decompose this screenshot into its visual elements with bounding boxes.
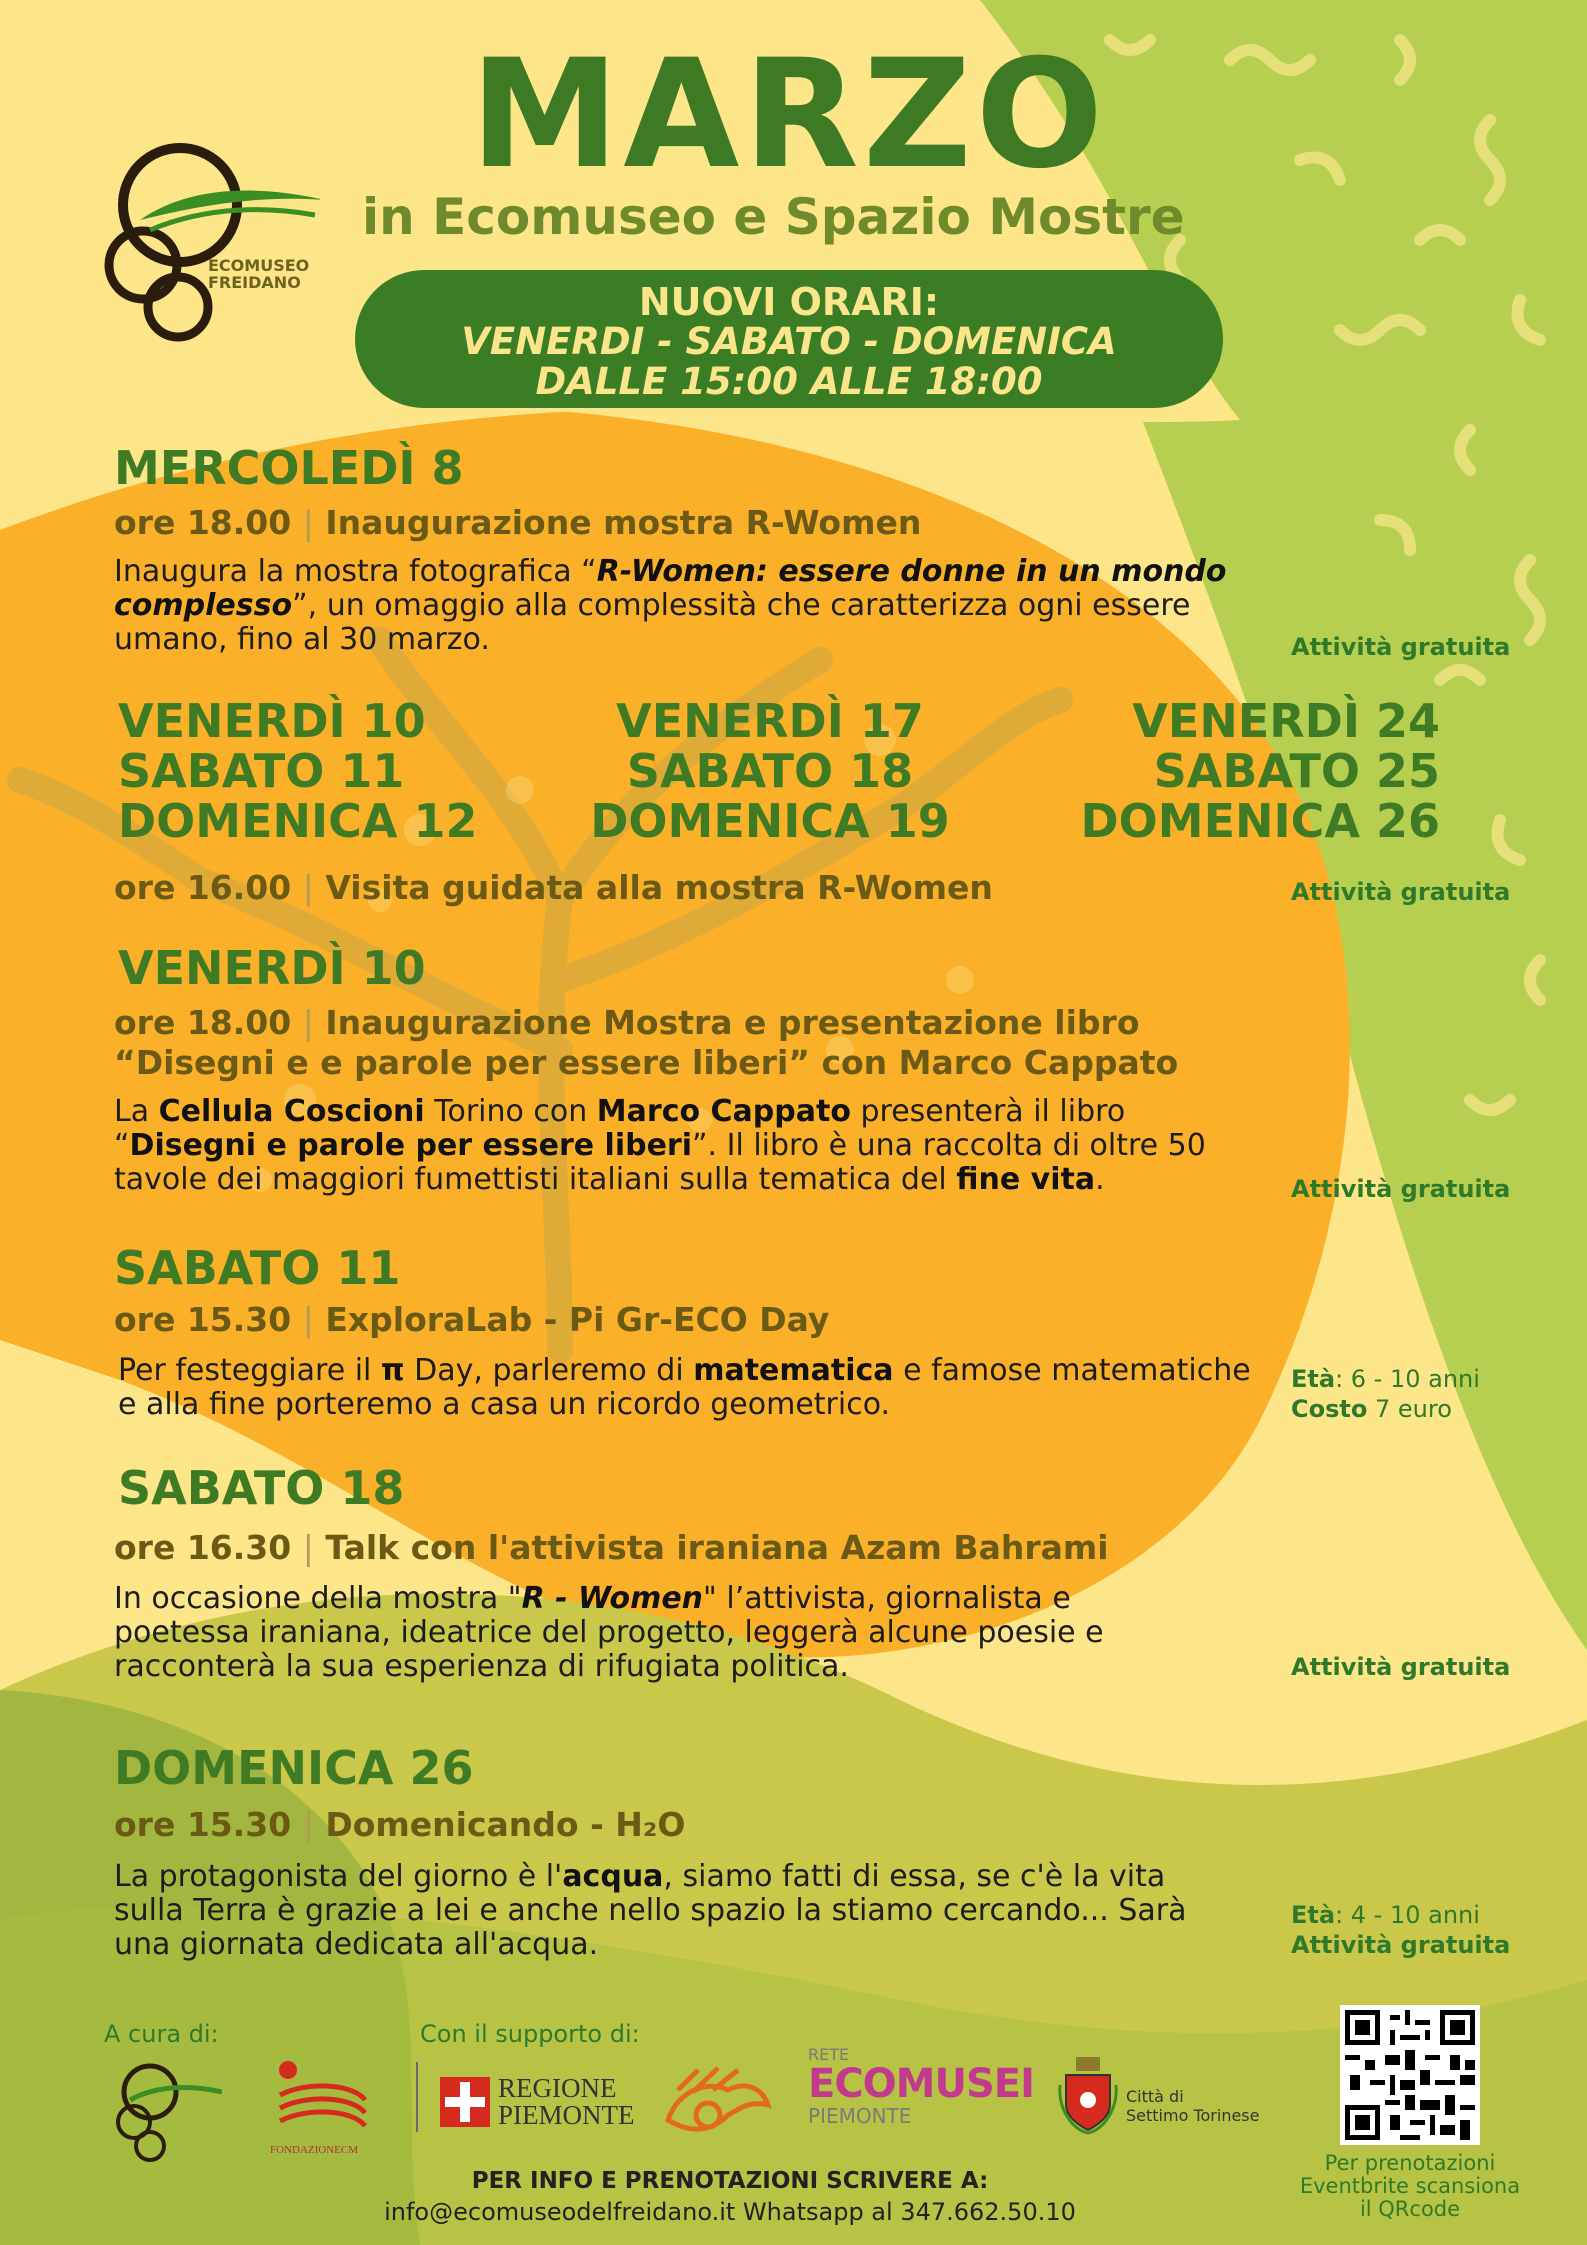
event4-heading xyxy=(114,1300,829,1339)
event1-title: Inaugurazione mostra R-Women xyxy=(325,503,922,542)
supported-by-label: Con il supporto di: xyxy=(420,2020,640,2048)
hours-banner xyxy=(355,270,1223,408)
regione-text xyxy=(498,2075,635,2129)
separator: | xyxy=(302,503,314,542)
visit-date: DOMENICA 12 xyxy=(118,794,478,848)
visits-heading xyxy=(114,868,993,907)
visits-column-2 xyxy=(580,696,960,846)
event4-date: SABATO 11 xyxy=(114,1241,401,1295)
contact-info xyxy=(300,2168,1160,2226)
event5-free-note: Attività gratuita xyxy=(1291,1653,1511,1681)
event6-d2: acqua xyxy=(562,1859,664,1894)
separator: | xyxy=(302,868,314,907)
qr-code-icon xyxy=(1340,2005,1480,2145)
qr-line3: il QRcode xyxy=(1359,2197,1461,2221)
event4-d1: Per festeggiare il xyxy=(118,1353,381,1388)
page-title: MARZO xyxy=(470,28,1108,202)
fondazione-icon xyxy=(270,2060,380,2140)
event6-heading xyxy=(114,1805,685,1844)
hand-icon xyxy=(658,2060,778,2150)
event5-d2: R - Women xyxy=(521,1581,704,1616)
curated-by-label: A cura di: xyxy=(104,2020,219,2048)
rete-text: RETE xyxy=(808,2045,850,2064)
hand-logo xyxy=(658,2060,778,2150)
rete-ecomusei-logo xyxy=(808,2045,1034,2135)
hours-line3: DALLE 15:00 ALLE 18:00 xyxy=(535,360,1043,403)
event5-d1: In occasione della mostra " xyxy=(114,1581,522,1616)
fondazione-logo xyxy=(270,2060,380,2165)
event3-d7: ”. Il libro è una raccolta di oltre 50 tavole dei maggiori fumettisti italiani sulla tematica del xyxy=(114,1128,1206,1197)
rete-piemonte-text: PIEMONTE xyxy=(808,2104,912,2128)
ecomuseo-logo xyxy=(100,135,320,345)
event3-title1: Inaugurazione Mostra e presentazione libro xyxy=(325,1003,1140,1042)
visit-date: SABATO 18 xyxy=(626,744,914,798)
event3-description xyxy=(114,1095,1234,1197)
separator: | xyxy=(302,1300,314,1339)
ecomuseo-small-logo-icon xyxy=(112,2060,222,2165)
event1-date: MERCOLEDÌ 8 xyxy=(114,441,464,495)
event6-title: Domenicando - H₂O xyxy=(325,1805,686,1844)
event1-description xyxy=(114,555,1294,657)
event4-time: ore 15.30 xyxy=(114,1300,292,1339)
event4-age-value: : 6 - 10 anni xyxy=(1335,1365,1480,1393)
event5-title: Talk con l'attivista iraniana Azam Bahrami xyxy=(325,1528,1109,1567)
event1-desc-b: R-Women: essere donne in un mondo complesso xyxy=(114,554,1227,623)
event3-date: VENERDÌ 10 xyxy=(118,941,426,995)
settimo-logo xyxy=(1058,2055,1268,2145)
event1-desc-c: ”, un omaggio alla complessità che caratterizza ogni essere umano, fino al 30 marzo. xyxy=(114,588,1191,657)
visits-free-note: Attività gratuita xyxy=(1291,878,1511,906)
visit-date: VENERDÌ 24 xyxy=(1132,694,1440,748)
event1-heading xyxy=(114,503,921,542)
ecomuseo-footer-logo xyxy=(112,2060,222,2165)
event1-desc-a: Inaugura la mostra fotografica “ xyxy=(114,554,597,589)
visit-date: SABATO 11 xyxy=(118,744,405,798)
fondazione-text: FONDAZIONECM xyxy=(270,2144,358,2156)
hours-line2: VENERDI - SABATO - DOMENICA xyxy=(461,320,1117,363)
logo-line2: FREIDANO xyxy=(208,273,301,292)
event5-date: SABATO 18 xyxy=(118,1461,405,1515)
info-contact[interactable]: info@ecomuseodelfreidano.it Whatsapp al 347.662.50.10 xyxy=(384,2198,1076,2226)
event4-d4: matematica xyxy=(693,1353,894,1388)
event3-d1: La xyxy=(114,1094,159,1129)
event6-d3: , siamo fatti di essa, se c'è la vita sulla Terra è grazie a lei e anche nello spazio la stiamo cercando... Sarà una giornata dedicata all'acqua. xyxy=(114,1859,1187,1962)
event4-cost-label: Costo xyxy=(1291,1395,1368,1423)
event3-title2: “Disegni e e parole per essere liberi” con Marco Cappato xyxy=(114,1043,1179,1082)
info-title: PER INFO E PRENOTAZIONI SCRIVERE A: xyxy=(471,2168,989,2194)
event1-time: ore 18.00 xyxy=(114,503,292,542)
citta-line1: Città di xyxy=(1126,2087,1184,2106)
citta-text xyxy=(1126,2087,1259,2125)
event6-description xyxy=(114,1860,1194,1962)
event6-d1: La protagonista del giorno è l' xyxy=(114,1859,563,1894)
qr-line1: Per prenotazioni xyxy=(1324,2151,1496,2175)
event4-d3: Day, parleremo di xyxy=(404,1353,694,1388)
visit-date: DOMENICA 19 xyxy=(590,794,950,848)
regione-line1: REGIONE xyxy=(498,2073,617,2103)
page-subtitle: in Ecomuseo e Spazio Mostre xyxy=(362,188,1185,246)
event4-info xyxy=(1291,1364,1480,1424)
ecomuseo-logo-icon xyxy=(100,135,320,345)
event5-heading xyxy=(114,1528,1109,1567)
event3-d6: Disegni e parole per essere liberi xyxy=(129,1128,693,1163)
regione-line2: PIEMONTE xyxy=(498,2100,635,2130)
visit-date: DOMENICA 26 xyxy=(1080,794,1440,848)
event4-title: ExploraLab - Pi Gr-ECO Day xyxy=(325,1300,830,1339)
event4-cost-value: 7 euro xyxy=(1367,1395,1452,1423)
event3-d3: Torino con xyxy=(424,1094,597,1129)
visit-date: SABATO 25 xyxy=(1153,744,1440,798)
divider xyxy=(416,2062,418,2132)
regione-shield-icon xyxy=(440,2077,490,2127)
logo-line1: ECOMUSEO xyxy=(208,256,310,275)
qr-code[interactable] xyxy=(1340,2005,1480,2145)
ecomusei-text: ECOMUSEI xyxy=(808,2061,1034,2107)
separator: | xyxy=(302,1805,314,1844)
event4-age-label: Età xyxy=(1291,1365,1336,1393)
visits-time: ore 16.00 xyxy=(114,868,292,907)
visit-date: VENERDÌ 10 xyxy=(118,694,426,748)
qr-instructions xyxy=(1265,2152,1555,2221)
visit-date: VENERDÌ 17 xyxy=(616,694,924,748)
event6-age-label: Età xyxy=(1291,1901,1336,1929)
pi-symbol: π xyxy=(380,1353,405,1388)
event3-d9: . xyxy=(1095,1162,1105,1197)
separator: | xyxy=(302,1528,314,1567)
qr-line2: Eventbrite scansiona xyxy=(1299,2174,1521,2198)
event6-info xyxy=(1291,1900,1510,1960)
event6-free-note: Attività gratuita xyxy=(1291,1931,1511,1959)
event3-d5: presenterà il libro “ xyxy=(114,1094,1126,1163)
event4-d5: e famose matematiche e alla fine porteremo a casa un ricordo geometrico. xyxy=(118,1353,1251,1422)
event3-d8: fine vita xyxy=(956,1162,1096,1197)
citta-line2: Settimo Torinese xyxy=(1126,2106,1260,2125)
event3-heading xyxy=(114,1003,1178,1083)
event3-d2: Cellula Coscioni xyxy=(158,1094,425,1129)
event6-date: DOMENICA 26 xyxy=(114,1741,474,1795)
event3-free-note: Attività gratuita xyxy=(1291,1175,1511,1203)
event5-d3: " l’attivista, giornalista e poetessa iraniana, ideatrice del progetto, leggerà alcune poesie e racconterà la sua esperienza di rifugiata politica. xyxy=(114,1581,1104,1684)
city-crest-icon xyxy=(1058,2055,1118,2135)
hours-line1: NUOVI ORARI: xyxy=(638,280,940,324)
event5-description xyxy=(114,1582,1174,1684)
event3-d4: Marco Cappato xyxy=(596,1094,851,1129)
event6-age-value: : 4 - 10 anni xyxy=(1335,1901,1480,1929)
separator: | xyxy=(302,1003,314,1042)
event5-time: ore 16.30 xyxy=(114,1528,292,1567)
visits-column-3 xyxy=(1040,696,1440,846)
visits-column-1 xyxy=(118,696,478,846)
event3-time: ore 18.00 xyxy=(114,1003,292,1042)
event1-free-note: Attività gratuita xyxy=(1291,633,1511,661)
event6-time: ore 15.30 xyxy=(114,1805,292,1844)
event4-description xyxy=(118,1354,1268,1422)
visits-title: Visita guidata alla mostra R-Women xyxy=(325,868,993,907)
